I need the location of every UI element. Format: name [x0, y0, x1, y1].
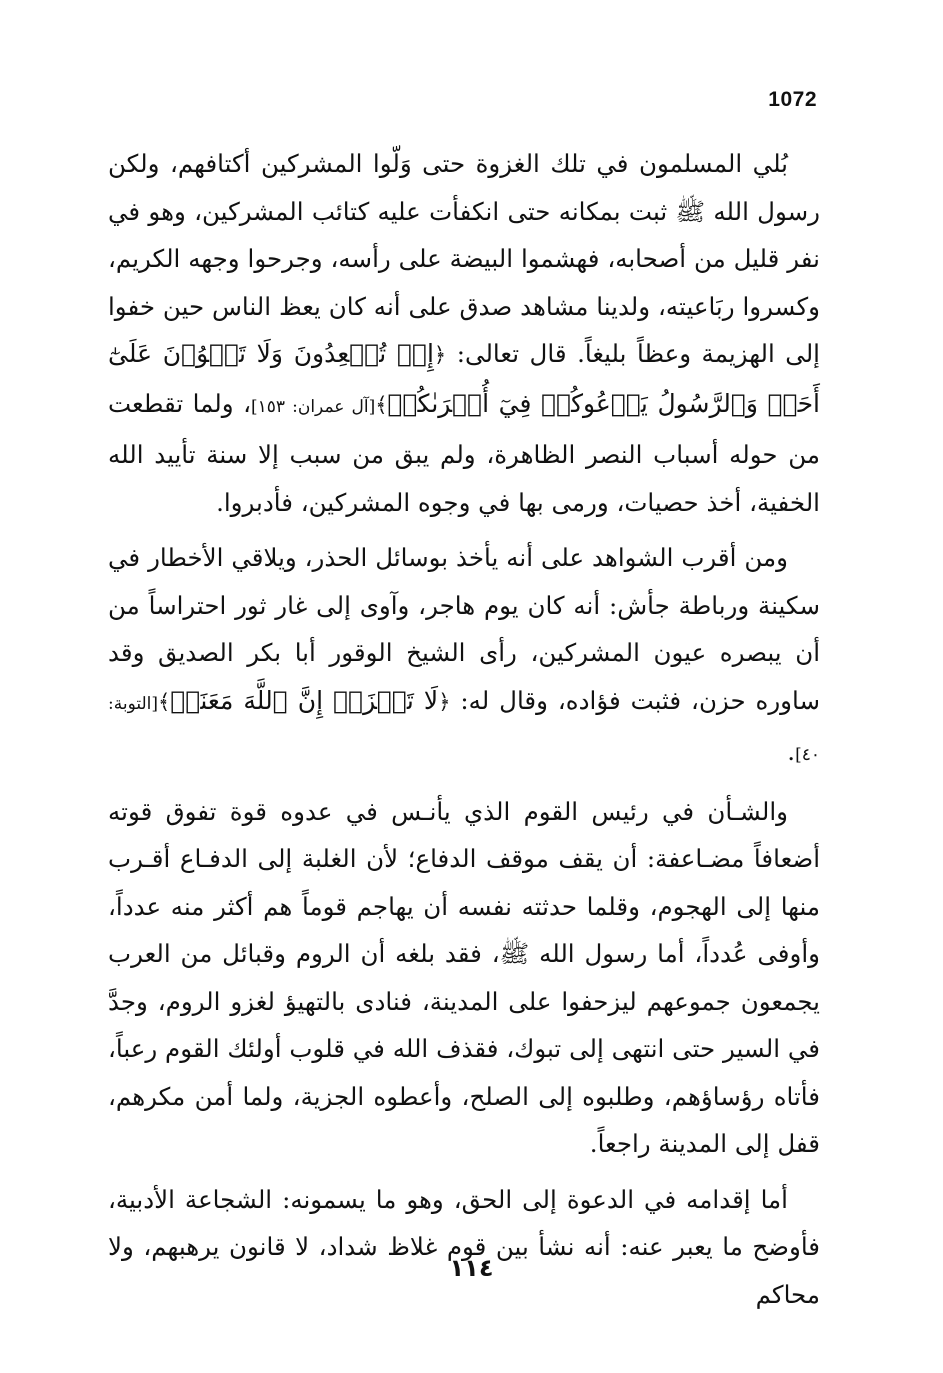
paragraph-uhud — [108, 140, 820, 526]
verse-reference: [آل عمران: ١٥٣] — [250, 396, 376, 417]
quran-open-bracket: ﴿ — [438, 689, 451, 714]
body-text — [108, 140, 820, 1318]
quran-verse: إِذۡ تُصۡعِدُونَ وَلَا تَلۡوُۥنَ عَلَىٰٓ أَحَدٖ وَٱلرَّسُولُ يَدۡعُوكُمۡ فِيٓ أُخۡرَىٰكُمۡ — [108, 339, 820, 418]
source-page-number: 1072 — [768, 88, 817, 111]
quran-close-bracket: ﴾ — [375, 392, 388, 417]
verse-reference: [التوبة: ٤٠] — [108, 693, 820, 765]
paragraph-text: ، ولما تقطعت من حوله أسباب النصر الظاهرة، ولم يبق من سبب إلا سنة تأييد الله الخفية، أخذ حصيات، ورمى بها في وجوه المشركين، فأدبروا. — [108, 388, 820, 517]
paragraph-hijra — [108, 534, 820, 780]
paragraph-text: . — [787, 737, 796, 766]
page-number: ١١٤ — [449, 1254, 494, 1282]
quran-close-bracket: ﴾ — [158, 689, 171, 714]
quran-open-bracket: ﴿ — [433, 343, 447, 367]
paragraph-text: بُلي المسلمون في تلك الغزوة حتى وَلّوا المشركين أكتافهم، ولكن رسول الله ﷺ ثبت بمكانه حتى انكفأت عليه كتائب المشركين، وهو في نفر قليل من أصحابه، فهشموا البيضة على رأسه، وجرحوا وجهه الكريم، وكسروا ربَاعيته، ولدينا مشاهد صدق على أنه كان يعظ الناس حين خفوا إلى الهزيمة وعظاً بليغاً. قال تعالى: — [108, 149, 820, 368]
paragraph-tabuk: والشـأن في رئيس القوم الذي يأنـس في عدوه قوة تفوق قوته أضعافاً مضـاعفة: أن يقف موقف الدفاع؛ لأن الغلبة إلى الدفـاع أقـرب منها إلى الهجوم، وقلما حدثته نفسه أن يهاجم قوماً هم أكثر منه عدداً، وأوفى عُدداً، أما رسول الله ﷺ، فقد بلغه أن الروم وقبائل من العرب يجمعون جموعهم ليزحفوا على المدينة، فنادى بالتهيؤ لغزو الروم، وجدَّ في السير حتى انتهى إلى تبوك، فقذف الله في قلوب أولئك القوم رعباً، فأتاه رؤساؤهم، وطلبوه إلى الصلح، وأعطوه الجزية، ولما أمن مكرهم، قفل إلى المدينة راجعاً. — [108, 796, 820, 1158]
paragraph-text: ومن أقرب الشواهد على أنه يأخذ بوسائل الحذر، ويلاقي الأخطار في سكينة ورباطة جأش: أنه كان يوم هاجر، وآوى إلى غار ثور احتراساً من أن يبصره عيون المشركين، رأى الشيخ الوقور أبا بكر الصديق وقد ساوره حزن، فثبت فؤاده، وقال له: — [108, 543, 820, 715]
paragraph-dawah: أما إقدامه في الدعوة إلى الحق، وهو ما يسمونه: الشجاعة الأدبية، فأوضح ما يعبر عنه: أنه نشأ بين قوم غلاظ شداد، لا قانون يرهبهم، ولا محاكم — [108, 1184, 820, 1309]
quran-verse: لَا تَحۡزَنۡ إِنَّ ٱللَّهَ مَعَنَاۖ — [170, 685, 439, 715]
